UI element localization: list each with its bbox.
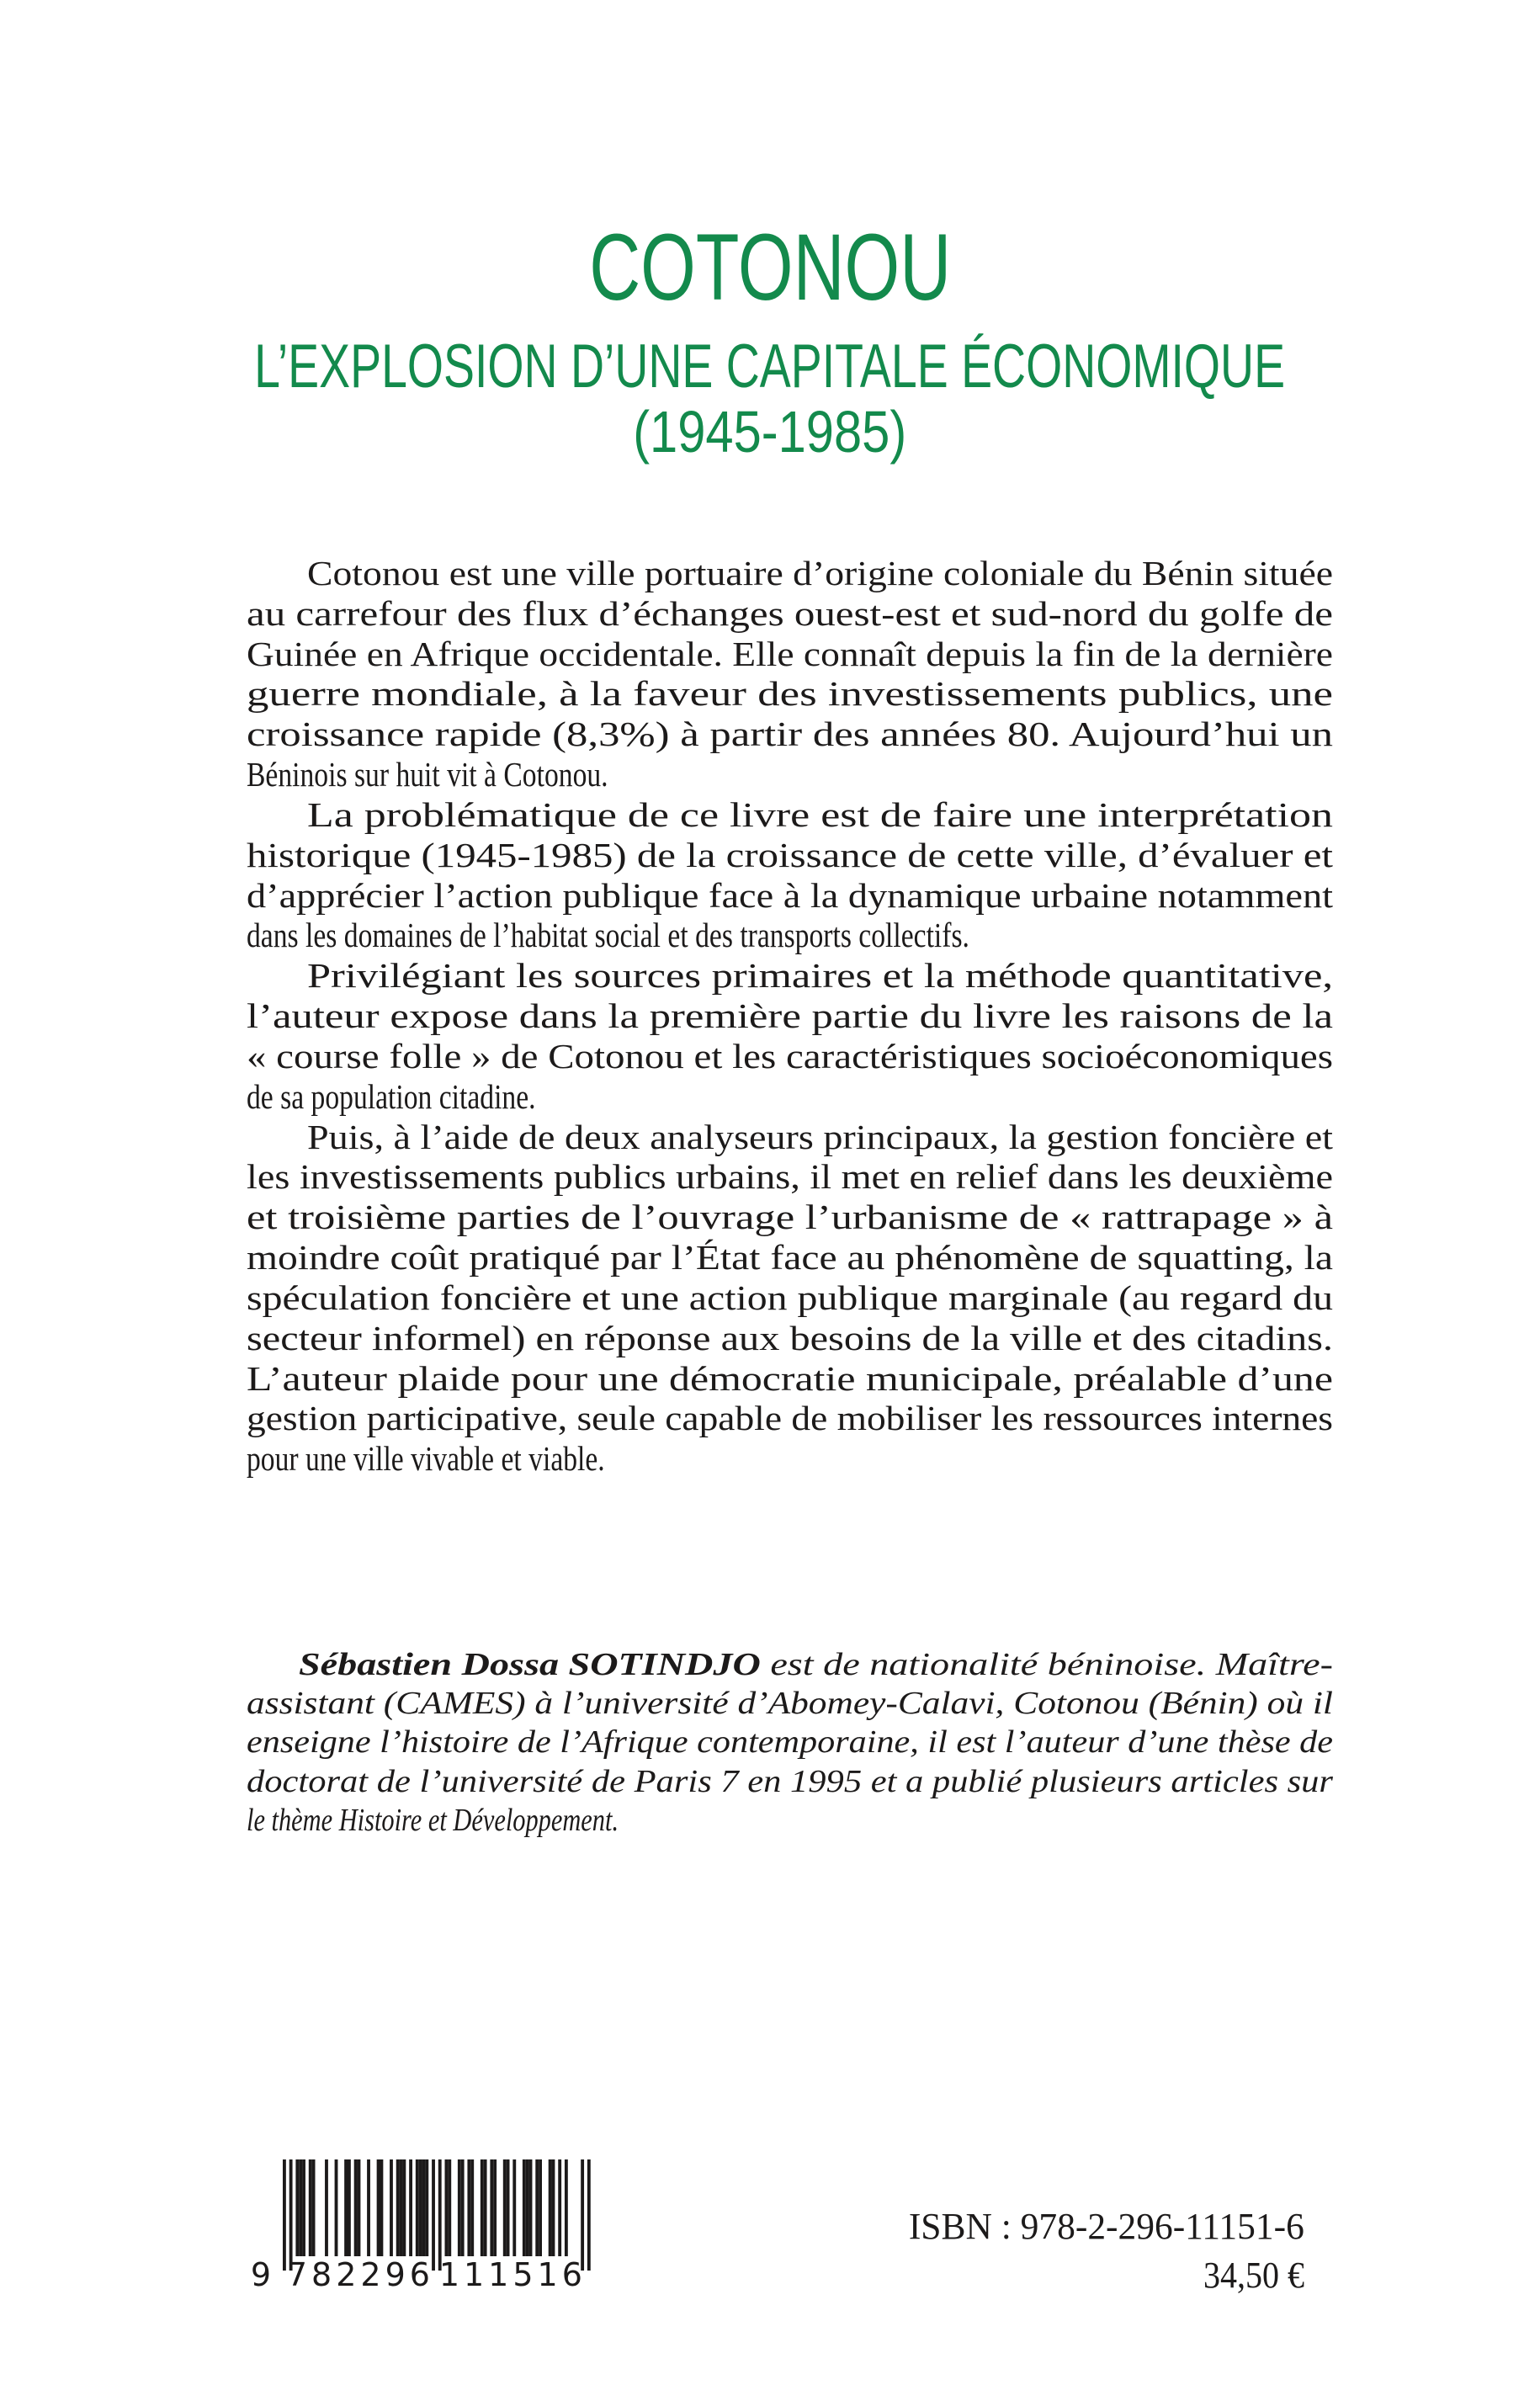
book-subtitle-text: L’EXPLOSION D’UNE CAPITALE ÉCONOMIQUE [254, 332, 1286, 401]
summary-line [247, 835, 1333, 875]
isbn-barcode [244, 2154, 597, 2293]
summary-line [247, 1076, 599, 1117]
barcode-icon [244, 2154, 597, 2293]
summary-line [247, 1237, 1333, 1277]
summary-line-text: croissance rapide (8,3%) à partir des années 80. Aujourd’hui un [247, 714, 1333, 754]
isbn-text: ISBN : 978-2-296-11151-6 [909, 2206, 1304, 2247]
summary-line [247, 1036, 1334, 1076]
summary-line-text: pour une ville vivable et viable. [247, 1439, 605, 1479]
author-bio-text: doctorat de l’université de Paris 7 en 1995 et a publié plusieurs articles sur [247, 1763, 1333, 1799]
book-dates [0, 399, 1540, 465]
summary-line-text: les investissements publics urbains, il met en relief dans les deuxième [247, 1157, 1333, 1197]
summary-line-text: secteur informel) en réponse aux besoins de la ville et des citadins. [247, 1318, 1333, 1357]
author-bio-line [299, 1645, 1333, 1684]
author-bio-line [247, 1801, 712, 1840]
summary-line-text: Béninois sur huit vit à Cotonou. [247, 755, 608, 794]
book-subtitle [0, 332, 1540, 401]
summary-line [247, 1358, 1333, 1399]
summary-line-text: de sa population citadine. [247, 1076, 536, 1116]
summary-line [247, 875, 1333, 916]
summary-line-text: guerre mondiale, à la faveur des investissements publics, une [247, 674, 1333, 714]
isbn-number [904, 2207, 1304, 2247]
summary-line [247, 1197, 1333, 1237]
price [1193, 2255, 1304, 2296]
author-bio-line [247, 1723, 1333, 1761]
summary-line [247, 1277, 1333, 1318]
author-bio-text: le thème Histoire et Développement. [247, 1802, 619, 1838]
summary-line [307, 1117, 1333, 1157]
author-bio-text: assistant (CAMES) à l’université d’Abomey-Calavi, Cotonou (Bénin) où il [247, 1686, 1333, 1722]
summary-line-text: L’auteur plaide pour une démocratie municipale, préalable d’une [247, 1358, 1333, 1398]
summary-line-text: moindre coût pratiqué par l’État face au phénomène de squatting, la [247, 1238, 1333, 1277]
author-bio-text: est de nationalité béninoise. Maître- [760, 1647, 1333, 1682]
svg-text:782296: 782296 [286, 2256, 434, 2293]
summary-line-text: « course folle » de Cotonou et les caractéristiques socioéconomiques [247, 1036, 1334, 1076]
summary-line [247, 1156, 1333, 1197]
summary-line-text: Privilégiant les sources primaires et la méthode quantitative, [307, 956, 1333, 996]
summary-line-text: historique (1945-1985) de la croissance de cette ville, d’évaluer et [247, 835, 1333, 874]
summary-line-text: Puis, à l’aide de deux analyseurs principaux, la gestion foncière et [307, 1117, 1333, 1156]
summary-line [247, 1438, 683, 1479]
summary-line-text: Cotonou est une ville portuaire d’origine coloniale du Bénin située [307, 554, 1333, 592]
summary-line [247, 1398, 1333, 1438]
summary-line-text: La problématique de ce livre est de faire une interprétation [307, 794, 1333, 834]
summary-line [247, 996, 1333, 1036]
svg-text:111516: 111516 [438, 2256, 587, 2293]
summary-line-text: Guinée en Afrique occidentale. Elle connaît depuis la fin de la dernière [247, 634, 1333, 673]
summary-line [247, 1318, 1333, 1358]
summary-line-text: et troisième parties de l’ouvrage l’urbanisme de « rattrapage » à [247, 1198, 1333, 1237]
book-title-text: COTONOU [588, 215, 951, 320]
summary-line-text: au carrefour des flux d’échanges ouest-est et sud-nord du golfe de [247, 593, 1333, 633]
summary-line-text: d’apprécier l’action publique face à la dynamique urbaine notamment [247, 875, 1333, 915]
summary-line [307, 794, 1333, 835]
summary-line [247, 634, 1333, 674]
author-bio-line [247, 1684, 1333, 1723]
summary-line [247, 593, 1333, 634]
summary-line [307, 955, 1333, 996]
author-bio-line [247, 1762, 1333, 1801]
price-text: 34,50 € [1203, 2255, 1304, 2296]
summary-line [247, 673, 1333, 714]
summary-line-text: gestion participative, seule capable de mobiliser les ressources internes [247, 1399, 1333, 1438]
book-dates-text: (1945-1985) [633, 399, 907, 465]
author-bio-text: enseigne l’histoire de l’Afrique contemporaine, il est l’auteur d’une thèse de [247, 1724, 1333, 1761]
summary-line [247, 714, 1333, 754]
author-name: Sébastien Dossa SOTINDJO [299, 1647, 761, 1682]
summary-line [247, 754, 688, 794]
summary-line [307, 553, 1333, 593]
summary-line-text: dans les domaines de l’habitat social et des transports collectifs. [247, 916, 969, 955]
summary-line [247, 915, 1128, 955]
summary-line-text: spéculation foncière et une action publique marginale (au regard du [247, 1277, 1333, 1317]
summary-line-text: l’auteur expose dans la première partie du livre les raisons de la [247, 996, 1333, 1036]
book-title [0, 215, 1540, 320]
svg-text:9: 9 [250, 2256, 272, 2293]
